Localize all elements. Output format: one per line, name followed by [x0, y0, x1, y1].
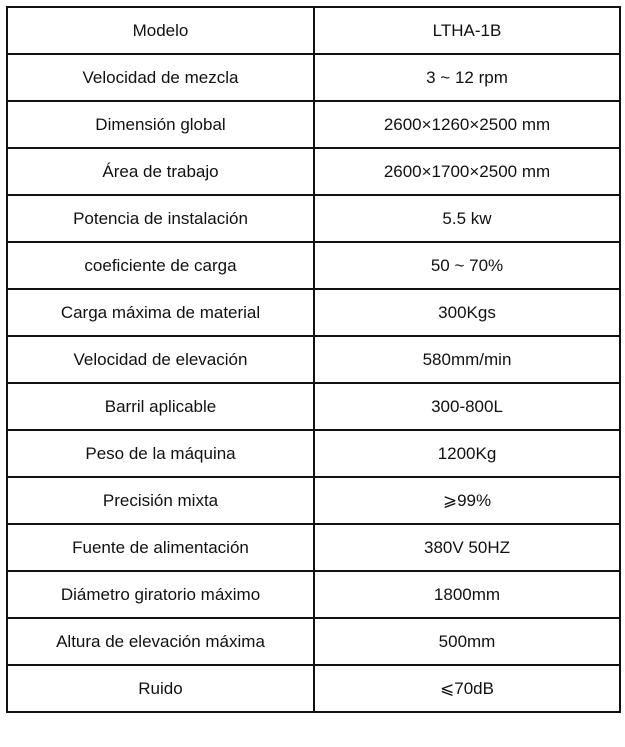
- table-row: [7, 7, 620, 54]
- table-row: [7, 477, 620, 524]
- table-row: [7, 571, 620, 618]
- table-row: [7, 148, 620, 195]
- table-row: [7, 665, 620, 712]
- row-label: Dimensión global: [7, 101, 314, 148]
- table-row: [7, 289, 620, 336]
- row-value: 2600×1260×2500 mm: [314, 101, 620, 148]
- row-value: 500mm: [314, 618, 620, 665]
- row-label: Precisión mixta: [7, 477, 314, 524]
- row-label: Carga máxima de material: [7, 289, 314, 336]
- row-value: 3 ~ 12 rpm: [314, 54, 620, 101]
- row-value: 300-800L: [314, 383, 620, 430]
- row-label: Modelo: [7, 7, 314, 54]
- row-label: Barril aplicable: [7, 383, 314, 430]
- row-value: LTHA-1B: [314, 7, 620, 54]
- row-label: Peso de la máquina: [7, 430, 314, 477]
- table-row: [7, 54, 620, 101]
- spec-table: [6, 6, 621, 713]
- row-value: 5.5 kw: [314, 195, 620, 242]
- row-label: Potencia de instalación: [7, 195, 314, 242]
- row-value: 300Kgs: [314, 289, 620, 336]
- row-value: 50 ~ 70%: [314, 242, 620, 289]
- row-label: Fuente de alimentación: [7, 524, 314, 571]
- row-value: ⩽70dB: [314, 665, 620, 712]
- table-row: [7, 101, 620, 148]
- row-label: Ruido: [7, 665, 314, 712]
- row-value: 2600×1700×2500 mm: [314, 148, 620, 195]
- row-label: coeficiente de carga: [7, 242, 314, 289]
- table-row: [7, 383, 620, 430]
- table-row: [7, 524, 620, 571]
- row-value: 380V 50HZ: [314, 524, 620, 571]
- table-row: [7, 195, 620, 242]
- row-value: 1200Kg: [314, 430, 620, 477]
- row-label: Área de trabajo: [7, 148, 314, 195]
- table-row: [7, 618, 620, 665]
- table-row: [7, 336, 620, 383]
- row-label: Velocidad de elevación: [7, 336, 314, 383]
- table-row: [7, 242, 620, 289]
- row-value: 1800mm: [314, 571, 620, 618]
- row-label: Diámetro giratorio máximo: [7, 571, 314, 618]
- row-label: Altura de elevación máxima: [7, 618, 314, 665]
- row-label: Velocidad de mezcla: [7, 54, 314, 101]
- row-value: ⩾99%: [314, 477, 620, 524]
- table-row: [7, 430, 620, 477]
- row-value: 580mm/min: [314, 336, 620, 383]
